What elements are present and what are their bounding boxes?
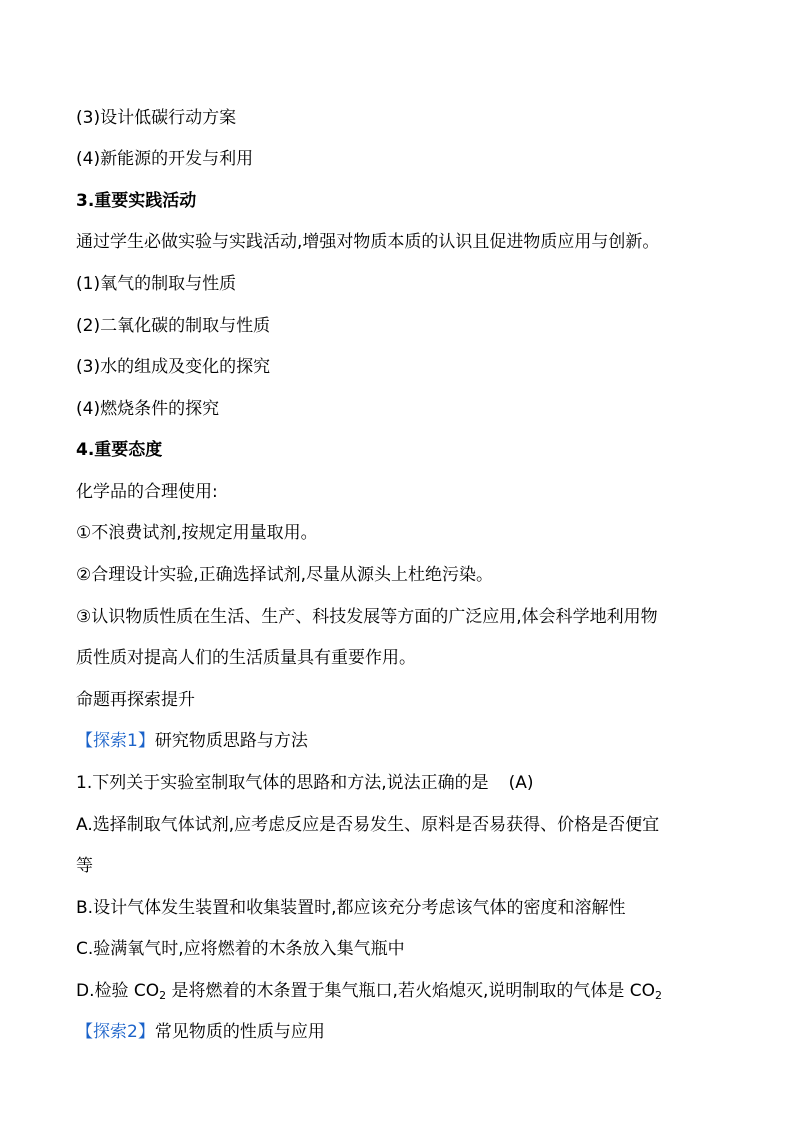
bracket-open: 【 [76, 1022, 93, 1042]
section-heading: 4.重要态度 [76, 440, 163, 460]
question-text: 1.下列关于实验室制取气体的思路和方法,说法正确的是 [76, 773, 489, 793]
explore-title: 常见物质的性质与应用 [154, 1022, 325, 1042]
bracket-close: 】 [137, 731, 155, 751]
list-item: ③认识物质性质在生活、生产、科技发展等方面的广泛应用,体会科学地利用物 [76, 607, 658, 627]
list-item: (3)设计低碳行动方案 [76, 108, 237, 128]
explore-label: 探索2 [93, 1022, 138, 1042]
list-item: ②合理设计实验,正确选择试剂,尽量从源头上杜绝污染。 [76, 565, 494, 585]
option-d-middle: 是将燃着的木条置于集气瓶口,若火焰熄灭,说明制取的气体是 CO [166, 981, 656, 1001]
paragraph: 通过学生必做实验与实践活动,增强对物质本质的认识且促进物质应用与创新。 [76, 232, 660, 252]
list-item: (3)水的组成及变化的探究 [76, 357, 271, 377]
explore-label: 探索1 [93, 731, 138, 751]
list-item-continuation: 质性质对提高人们的生活质量具有重要作用。 [76, 648, 416, 668]
option-d-prefix: D.检验 CO [76, 981, 160, 1001]
section-heading: 3.重要实践活动 [76, 191, 197, 211]
list-item: (2)二氧化碳的制取与性质 [76, 316, 271, 336]
subscript: 2 [655, 989, 663, 1002]
explore-heading [76, 1020, 325, 1044]
bracket-close: 】 [137, 1022, 155, 1042]
section-title: 命题再探索提升 [76, 690, 195, 710]
option-d [76, 979, 662, 1003]
explore-heading [76, 729, 308, 753]
list-item: (1)氧气的制取与性质 [76, 274, 237, 294]
explore-title: 研究物质思路与方法 [154, 731, 308, 751]
subscript: 2 [159, 989, 167, 1002]
list-item: (4)燃烧条件的探究 [76, 399, 220, 419]
option-a: A.选择制取气体试剂,应考虑反应是否易发生、原料是否易获得、价格是否便宜 [76, 815, 660, 835]
list-item: ①不浪费试剂,按规定用量取用。 [76, 523, 318, 543]
option-a-continuation: 等 [76, 856, 93, 876]
option-c: C.验满氧气时,应将燃着的木条放入集气瓶中 [76, 939, 405, 959]
list-item: (4)新能源的开发与利用 [76, 149, 254, 169]
paragraph: 化学品的合理使用: [76, 482, 218, 502]
option-b: B.设计气体发生装置和收集装置时,都应该充分考虑该气体的密度和溶解性 [76, 898, 626, 918]
bracket-open: 【 [76, 731, 93, 751]
answer-text: (A) [508, 773, 534, 793]
question-stem [76, 771, 534, 795]
